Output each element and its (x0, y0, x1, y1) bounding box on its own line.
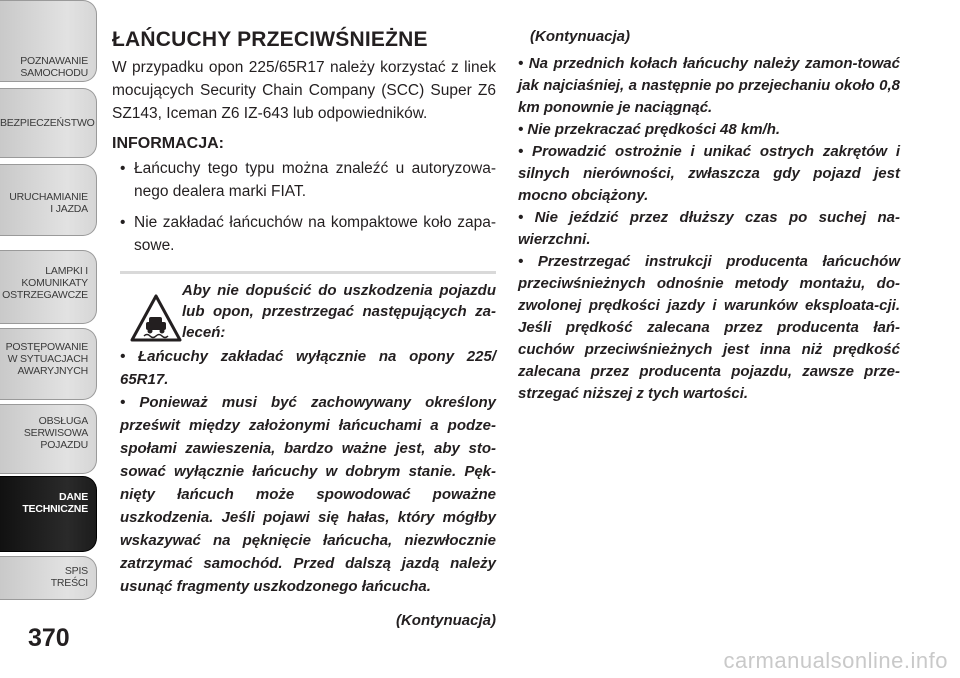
continuation-header: (Kontynuacja) (530, 28, 631, 45)
tab-label: OBSŁUGA SERWISOWA POJAZDU (23, 415, 88, 451)
tab-label: BEZPIECZEŃSTWO (0, 117, 95, 129)
section-title: ŁAŃCUCHY PRZECIWŚNIEŻNE (112, 28, 428, 51)
warning-item: • Przestrzegać instrukcji producenta łańcuchów przeciwśnieżnych odnośnie metody montażu, do-zwolonej prędkości jazdy i warunków eksploata-cji. Jeśli prędkość zalecana przez producenta łań-cuchów przeciwśnieżnych jest inna niż prędkość zalecana przez producenta pojazdu, zawsze prze-strzegać niższej z tych wartości. (518, 253, 900, 402)
warning-item: • Ponieważ musi być zachowywany określony prześwit między założonymi łańcuchami a podze-społami zawieszenia, bardzo ważne jest, aby sto-sować wyłącznie łańcuchy w dobrym stanie. Pęk-nięty łańcuch może spowodować poważne uszkodzenia. Jeśli pojawi się hałas, który mógłby wskazywać na pęknięcie łańcucha, niezwłocznie zatrzymać samochód. Przed dalszą jazdą należy usunąć fragmenty uszkodzonego łańcucha. (120, 394, 496, 595)
page-number: 370 (28, 624, 70, 652)
warning-item: • Nie przekraczać prędkości 48 km/h. (518, 121, 781, 138)
warning-item: • Nie jeździć przez dłuższy czas po suchej na-wierzchni. (518, 209, 900, 248)
tab-poznawanie-samochodu[interactable] (0, 0, 97, 82)
warning-divider (120, 271, 496, 274)
watermark: carmanualsonline.info (723, 648, 948, 673)
info-heading: INFORMACJA: (112, 135, 224, 152)
warning-items (120, 345, 496, 598)
tab-lampki-i-komunikaty[interactable] (0, 250, 97, 324)
list-item: • Łańcuchy tego typu można znaleźć u autoryzowa-nego dealera marki FIAT. (112, 157, 496, 203)
sidebar-nav (0, 0, 98, 600)
tab-spis-tresci[interactable] (0, 556, 97, 600)
tab-obsluga-serwisowa[interactable] (0, 404, 97, 474)
intro-paragraph: W przypadku opon 225/65R17 należy korzystać z linek mocujących Security Chain Company (SCC) Super Z6 SZ143, Iceman Z6 IZ-643 lub odpowiedników. (112, 59, 496, 122)
tab-label: POSTĘPOWANIE W SYTUACJACH AWARYJNYCH (5, 341, 88, 377)
warning-block (120, 280, 496, 629)
tab-uruchamianie-i-jazda[interactable] (0, 164, 97, 236)
tab-bezpieczenstwo[interactable] (0, 88, 97, 158)
list-item: • Nie zakładać łańcuchów na kompaktowe koło zapa-sowe. (112, 211, 496, 257)
warning-item: • Na przednich kołach łańcuchy należy zamon-tować jak najciaśniej, a następnie po przejechaniu około 0,8 km ponownie je naciągnąć. (518, 55, 900, 116)
car-skid-warning-icon (130, 294, 182, 342)
tab-dane-techniczne[interactable] (0, 476, 97, 552)
continuation-label: (Kontynuacja) (395, 612, 496, 629)
tab-label: LAMPKI I KOMUNIKATY OSTRZEGAWCZE (2, 265, 88, 301)
tab-label: POZNAWANIE SAMOCHODU (20, 55, 88, 79)
tab-label: URUCHAMIANIE I JAZDA (9, 191, 88, 215)
tab-postepowanie-awaryjne[interactable] (0, 328, 97, 400)
info-list (112, 157, 496, 257)
warning-item: • Prowadzić ostrożnie i unikać ostrych zakrętów i silnych nierówności, zwłaszcza gdy pojazd jest mocno obciążony. (518, 143, 900, 204)
right-column (518, 28, 900, 405)
tab-label: SPIS TREŚCI (50, 565, 88, 589)
left-column (112, 28, 496, 629)
tab-label: DANE TECHNICZNE (22, 491, 88, 515)
warning-lead: Aby nie dopuścić do uszkodzenia pojazdu lub opon, przestrzegać następujących za-leceń: (182, 282, 496, 341)
warning-item: • Łańcuchy zakładać wyłącznie na opony 225/ 65R17. (120, 348, 496, 388)
